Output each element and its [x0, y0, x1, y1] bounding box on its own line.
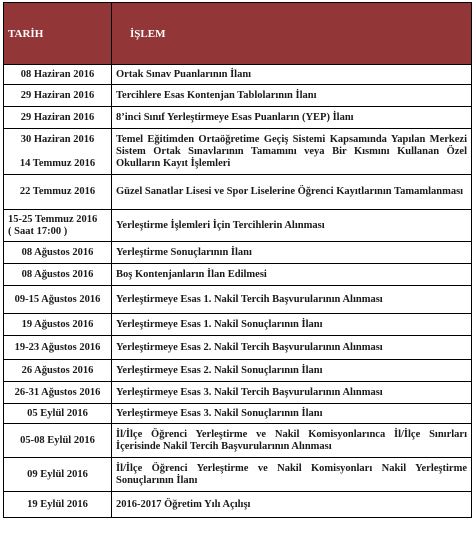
row-text: 8’inci Sınıf Yerleştirmeye Esas Puanların (YEP) İlanı: [112, 107, 472, 129]
row-date: 30 Haziran 2016: [20, 133, 95, 145]
row-text: Yerleştirmeye Esas 3. Nakil Sonuçlarının İlanı: [112, 404, 472, 424]
table-row: [4, 382, 472, 404]
row-date: 09-15 Ağustos 2016: [4, 286, 112, 314]
row-text: İl/İlçe Öğrenci Yerleştirme ve Nakil Komisyonlarınca İl/İlçe Sınırları İçerisinde Nakil Tercih Başvurularının Alınması: [112, 424, 472, 458]
row-date: 19 Eylül 2016: [4, 492, 112, 518]
row-date: 22 Temmuz 2016: [4, 175, 112, 210]
row-text: Tercihlere Esas Kontenjan Tablolarının İlanı: [112, 85, 472, 107]
row-date-cell: [4, 210, 112, 242]
table-row: [4, 65, 472, 85]
row-date: 26 Ağustos 2016: [4, 360, 112, 382]
table-row: [4, 404, 472, 424]
row-text: Boş Kontenjanların İlan Edilmesi: [112, 264, 472, 286]
row-text: Yerleştirmeye Esas 1. Nakil Tercih Başvurularının Alınması: [112, 286, 472, 314]
row-date-end: 14 Temmuz 2016: [19, 157, 96, 169]
row-text: Ortak Sınav Puanlarının İlanı: [112, 65, 472, 85]
row-text: Yerleştirmeye Esas 2. Nakil Sonuçlarının İlanı: [112, 360, 472, 382]
schedule-table: [3, 2, 472, 518]
table-row: [4, 210, 472, 242]
row-date: 19-23 Ağustos 2016: [4, 336, 112, 360]
row-text: Yerleştirme İşlemleri İçin Tercihlerin Alınması: [112, 210, 472, 242]
row-date: 08 Haziran 2016: [4, 65, 112, 85]
row-text: Yerleştirmeye Esas 1. Nakil Sonuçlarının İlanı: [112, 314, 472, 336]
row-text: Yerleştirmeye Esas 2. Nakil Tercih Başvurularının Alınması: [112, 336, 472, 360]
table-row: [4, 336, 472, 360]
table-row: [4, 492, 472, 518]
row-date: 26-31 Ağustos 2016: [4, 382, 112, 404]
table-row: [4, 424, 472, 458]
row-date: 05 Eylül 2016: [4, 404, 112, 424]
table-row: [4, 458, 472, 492]
row-date: 09 Eylül 2016: [4, 458, 112, 492]
table-row: [4, 129, 472, 175]
row-date: 05-08 Eylül 2016: [4, 424, 112, 458]
row-text: Yerleştirmeye Esas 3. Nakil Tercih Başvurularının Alınması: [112, 382, 472, 404]
row-date: 08 Ağustos 2016: [4, 242, 112, 264]
table-row: [4, 286, 472, 314]
row-date: 29 Haziran 2016: [4, 85, 112, 107]
header-date: TARİH: [4, 3, 112, 65]
table-row: [4, 242, 472, 264]
table-row: [4, 360, 472, 382]
row-text: 2016-2017 Öğretim Yılı Açılışı: [112, 492, 472, 518]
row-date: 29 Haziran 2016: [4, 107, 112, 129]
table-row: [4, 85, 472, 107]
row-text: Güzel Sanatlar Lisesi ve Spor Liselerine Öğrenci Kayıtlarının Tamamlanması: [112, 175, 472, 210]
row-date: 15-25 Temmuz 2016: [8, 213, 98, 225]
row-text: İl/İlçe Öğrenci Yerleştirme ve Nakil Komisyonları Nakil Yerleştirme Sonuçlarının İlanı: [112, 458, 472, 492]
row-date-cell: [4, 129, 112, 175]
row-date: 19 Ağustos 2016: [4, 314, 112, 336]
table-row: [4, 107, 472, 129]
row-date: 08 Ağustos 2016: [4, 264, 112, 286]
row-date-time: ( Saat 17:00 ): [8, 225, 68, 237]
table-row: [4, 314, 472, 336]
row-text: Temel Eğitimden Ortaöğretime Geçiş Sistemi Kapsamında Yapılan Merkezi Sistem Ortak Sınavlarının Tamamını veya Bir Kısmını Kullanan Özel Okulların Kayıt İşlemleri: [112, 129, 472, 175]
header-process: İŞLEM: [112, 3, 472, 65]
row-text: Yerleştirme Sonuçlarının İlanı: [112, 242, 472, 264]
table-row: [4, 264, 472, 286]
table-row: [4, 175, 472, 210]
table-header-row: [4, 3, 472, 65]
